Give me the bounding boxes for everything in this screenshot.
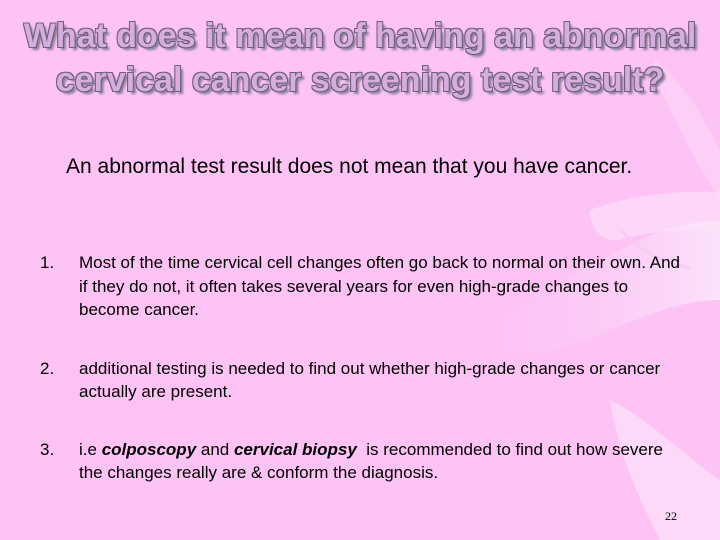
list-item-text-prefix: i.e <box>79 439 102 459</box>
list-item <box>40 438 680 485</box>
list-item-text-mid: and <box>196 439 234 459</box>
numbered-list <box>40 251 680 485</box>
list-item-text: additional testing is needed to find out whether high-grade changes or cancer actually are present. <box>79 358 661 401</box>
term-cervical-biopsy: cervical biopsy <box>233 439 357 459</box>
list-number: 3. <box>40 439 55 459</box>
slide-title: What does it mean of having an abnormal cervical cancer screening test result? <box>23 17 697 99</box>
lead-statement: An abnormal test result does not mean that you have cancer. <box>66 155 633 178</box>
list-number: 2. <box>40 358 55 378</box>
term-colposcopy: colposcopy <box>101 439 197 459</box>
list-item <box>40 251 680 322</box>
list-number: 1. <box>40 253 55 272</box>
list-item-text-suffix: is recommended to find out how severe the changes really are & conform the diagnosis. <box>79 439 668 482</box>
list-item-text: Most of the time cervical cell changes often go back to normal on their own. And if they do not, it often takes several years for even high-grade changes to become cancer. <box>79 253 680 319</box>
list-item <box>40 357 680 404</box>
page-number: 22 <box>665 509 677 523</box>
